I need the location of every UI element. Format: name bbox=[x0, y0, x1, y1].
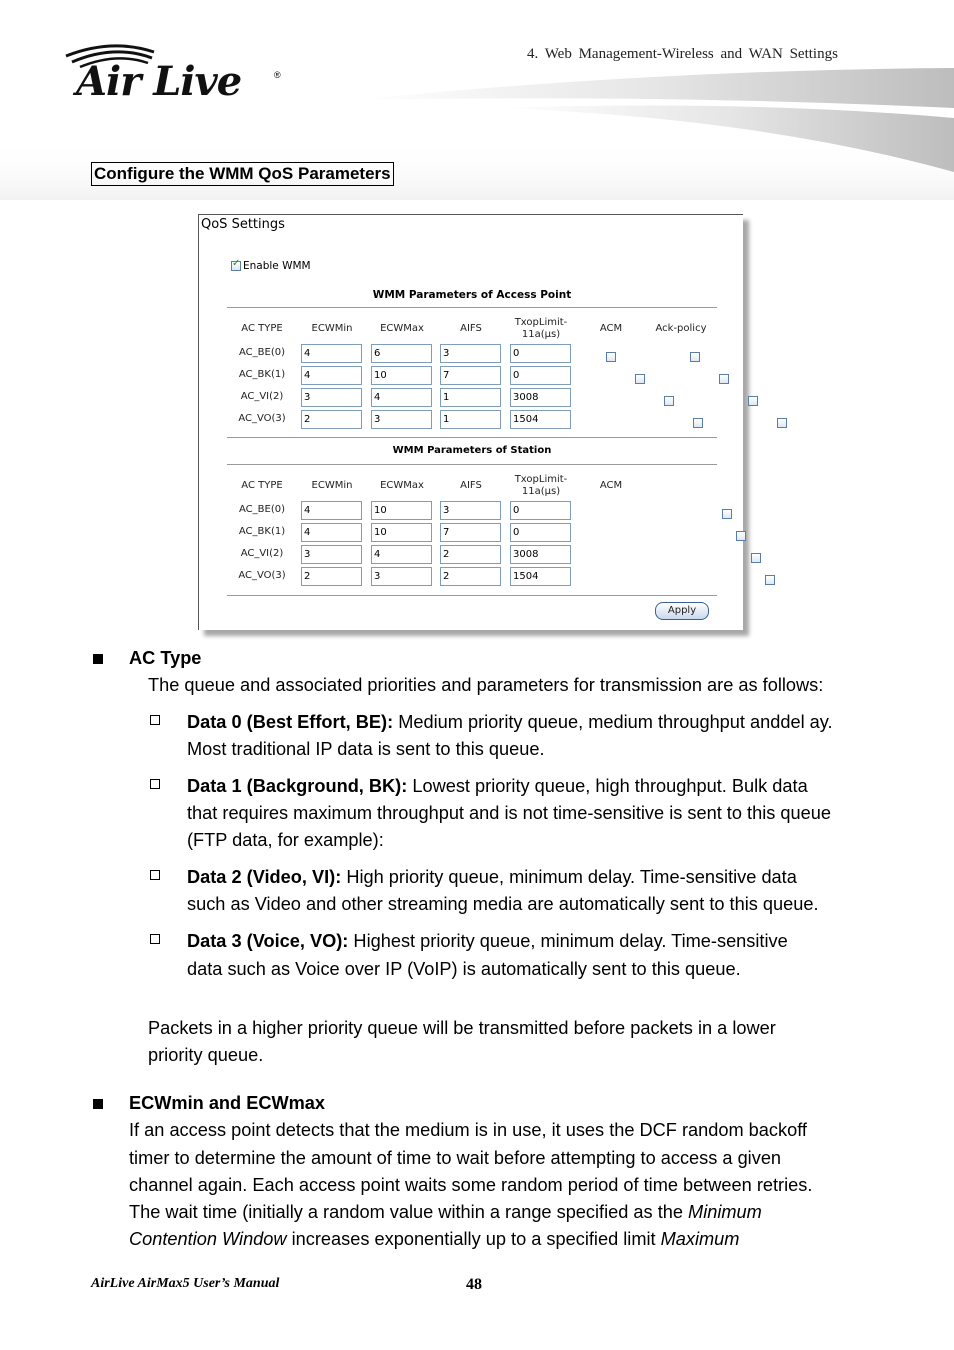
sta-group-title: WMM Parameters of Station bbox=[392, 445, 552, 456]
ap-aifs-input[interactable]: 1 bbox=[440, 410, 501, 429]
ap-ecwmax-input[interactable]: 4 bbox=[371, 388, 432, 407]
ap-header-actype: AC TYPE bbox=[241, 323, 283, 334]
ap-acm-checkbox[interactable] bbox=[635, 374, 645, 384]
sta-aifs-input[interactable]: 2 bbox=[440, 545, 501, 564]
square-bullet-icon bbox=[93, 1099, 103, 1109]
enable-wmm-row bbox=[231, 260, 311, 272]
ap-txop-input[interactable]: 1504 bbox=[510, 410, 571, 429]
ap-header-ackpolicy: Ack-policy bbox=[655, 323, 707, 334]
ap-aifs-input[interactable]: 7 bbox=[440, 366, 501, 385]
ap-ecwmin-input[interactable]: 4 bbox=[301, 366, 362, 385]
sta-header-acm: ACM bbox=[599, 480, 623, 491]
ap-ecwmax-input[interactable]: 3 bbox=[371, 410, 432, 429]
sta-top-divider bbox=[227, 437, 717, 438]
ac-item-line: Data 2 (Video, VI): High priority queue, minimum delay. Time-sensitive data bbox=[187, 867, 797, 887]
ap-header-txop-unit: 11a(µs) bbox=[521, 329, 561, 340]
ap-ecwmin-input[interactable]: 4 bbox=[301, 344, 362, 363]
sta-txop-input[interactable]: 0 bbox=[510, 501, 571, 520]
ap-acm-checkbox[interactable] bbox=[664, 396, 674, 406]
checkbox-bullet-icon bbox=[150, 934, 160, 944]
checkbox-bullet-icon bbox=[150, 779, 160, 789]
ap-aifs-input[interactable]: 1 bbox=[440, 388, 501, 407]
ecw-heading: ECWmin and ECWmax bbox=[129, 1093, 326, 1113]
ap-header-ecwmax: ECWMax bbox=[380, 323, 424, 334]
ap-ackpolicy-checkbox[interactable] bbox=[690, 352, 700, 362]
ap-txop-input[interactable]: 0 bbox=[510, 344, 571, 363]
section-title: Configure the WMM QoS Parameters bbox=[91, 162, 394, 186]
ac-item-line: Data 0 (Best Effort, BE): Medium priority queue, medium throughput anddel ay. bbox=[187, 712, 833, 732]
ac-type-heading: AC Type bbox=[129, 648, 202, 668]
ap-ackpolicy-checkbox[interactable] bbox=[719, 374, 729, 384]
enable-wmm-label: Enable WMM bbox=[243, 260, 311, 272]
footer-manual-title: AirLive AirMax5 User’s Manual bbox=[91, 1276, 280, 1291]
logo-wordmark: Air Live bbox=[76, 58, 242, 105]
sta-row-type: AC_VI(2) bbox=[240, 548, 284, 559]
apply-button[interactable]: Apply bbox=[655, 602, 709, 620]
sta-acm-checkbox[interactable] bbox=[751, 553, 761, 563]
ecw-paragraph-line: If an access point detects that the medium is in use, it uses the DCF random backoff bbox=[129, 1120, 807, 1140]
ap-header-txop: TxopLimit- bbox=[514, 317, 568, 328]
sta-bottom-divider bbox=[227, 595, 717, 596]
ac-item-line: Data 3 (Voice, VO): Highest priority queue, minimum delay. Time-sensitive bbox=[187, 931, 788, 951]
ap-aifs-input[interactable]: 3 bbox=[440, 344, 501, 363]
qos-settings-title: QoS Settings bbox=[201, 217, 285, 232]
sta-ecwmax-input[interactable]: 10 bbox=[371, 523, 432, 542]
ap-ecwmax-input[interactable]: 10 bbox=[371, 366, 432, 385]
sta-txop-input[interactable]: 3008 bbox=[510, 545, 571, 564]
sta-ecwmax-input[interactable]: 10 bbox=[371, 501, 432, 520]
sta-acm-checkbox[interactable] bbox=[765, 575, 775, 585]
ac-item-line: such as Video and other streaming media are automatically sent to this queue. bbox=[187, 894, 819, 914]
ecw-paragraph-line: timer to determine the amount of time to wait before attempting to access a given bbox=[129, 1148, 782, 1168]
sta-divider bbox=[227, 464, 717, 465]
ac-item-line: Most traditional IP data is sent to this queue. bbox=[187, 739, 545, 759]
ap-header-acm: ACM bbox=[599, 323, 623, 334]
ap-txop-input[interactable]: 3008 bbox=[510, 388, 571, 407]
ap-ackpolicy-checkbox[interactable] bbox=[748, 396, 758, 406]
enable-wmm-checkbox[interactable] bbox=[231, 261, 241, 271]
sta-row-type: AC_BK(1) bbox=[238, 526, 286, 537]
checkbox-bullet-icon bbox=[150, 715, 160, 725]
ac-item-line: data such as Voice over IP (VoIP) is automatically sent to this queue. bbox=[187, 959, 741, 979]
ac-item-line: that requires maximum throughput and is not time-sensitive is sent to this queue bbox=[187, 803, 831, 823]
ac-item-line: (FTP data, for example): bbox=[187, 830, 384, 850]
priority-note: priority queue. bbox=[148, 1045, 264, 1065]
sta-txop-input[interactable]: 1504 bbox=[510, 567, 571, 586]
sta-header-txop: TxopLimit- bbox=[514, 474, 568, 485]
ecw-paragraph-line: channel again. Each access point waits some random period of time between retries. bbox=[129, 1175, 813, 1195]
sta-acm-checkbox[interactable] bbox=[736, 531, 746, 541]
ecw-paragraph-line: The wait time (initially a random value within a range specified as the Minimum bbox=[129, 1202, 762, 1222]
sta-ecwmin-input[interactable]: 4 bbox=[301, 523, 362, 542]
sta-txop-input[interactable]: 0 bbox=[510, 523, 571, 542]
sta-acm-checkbox[interactable] bbox=[722, 509, 732, 519]
chapter-title: 4. Web Management-Wireless and WAN Settings bbox=[527, 46, 838, 62]
sta-header-ecwmax: ECWMax bbox=[380, 480, 424, 491]
ap-acm-checkbox[interactable] bbox=[693, 418, 703, 428]
ap-group-title: WMM Parameters of Access Point bbox=[372, 289, 572, 301]
sta-ecwmax-input[interactable]: 3 bbox=[371, 567, 432, 586]
ap-row-type: AC_BE(0) bbox=[239, 347, 285, 358]
priority-note: Packets in a higher priority queue will be transmitted before packets in a lower bbox=[148, 1018, 776, 1038]
ap-row-type: AC_BK(1) bbox=[238, 369, 286, 380]
page-number: 48 bbox=[466, 1276, 482, 1293]
checkbox-bullet-icon bbox=[150, 870, 160, 880]
sta-row-type: AC_BE(0) bbox=[239, 504, 285, 515]
ap-header-aifs: AIFS bbox=[460, 323, 482, 334]
ap-txop-input[interactable]: 0 bbox=[510, 366, 571, 385]
ac-type-intro: The queue and associated priorities and parameters for transmission are as follows: bbox=[148, 675, 824, 695]
square-bullet-icon bbox=[93, 654, 103, 664]
sta-ecwmin-input[interactable]: 3 bbox=[301, 545, 362, 564]
sta-aifs-input[interactable]: 2 bbox=[440, 567, 501, 586]
ecw-paragraph-line: Contention Window increases exponentially up to a specified limit Maximum bbox=[129, 1229, 740, 1249]
qos-settings-panel bbox=[198, 214, 743, 630]
ap-header-ecwmin: ECWMin bbox=[311, 323, 353, 334]
sta-row-type: AC_VO(3) bbox=[238, 570, 286, 581]
sta-aifs-input[interactable]: 3 bbox=[440, 501, 501, 520]
sta-aifs-input[interactable]: 7 bbox=[440, 523, 501, 542]
ac-item-line: Data 1 (Background, BK): Lowest priority queue, high throughput. Bulk data bbox=[187, 776, 808, 796]
ap-acm-checkbox[interactable] bbox=[606, 352, 616, 362]
sta-ecwmin-input[interactable]: 2 bbox=[301, 567, 362, 586]
ap-ecwmax-input[interactable]: 6 bbox=[371, 344, 432, 363]
sta-header-actype: AC TYPE bbox=[241, 480, 283, 491]
ap-ecwmin-input[interactable]: 3 bbox=[301, 388, 362, 407]
ap-ecwmin-input[interactable]: 2 bbox=[301, 410, 362, 429]
sta-header-txop-unit: 11a(µs) bbox=[521, 486, 561, 497]
header-swoosh-decoration bbox=[0, 60, 954, 210]
sta-ecwmin-input[interactable]: 4 bbox=[301, 501, 362, 520]
ap-ackpolicy-checkbox[interactable] bbox=[777, 418, 787, 428]
ap-divider bbox=[227, 307, 717, 308]
sta-ecwmax-input[interactable]: 4 bbox=[371, 545, 432, 564]
logo-registered-mark: ® bbox=[274, 70, 281, 80]
sta-header-ecwmin: ECWMin bbox=[311, 480, 353, 491]
sta-header-aifs: AIFS bbox=[460, 480, 482, 491]
ap-row-type: AC_VO(3) bbox=[238, 413, 286, 424]
ap-row-type: AC_VI(2) bbox=[240, 391, 284, 402]
